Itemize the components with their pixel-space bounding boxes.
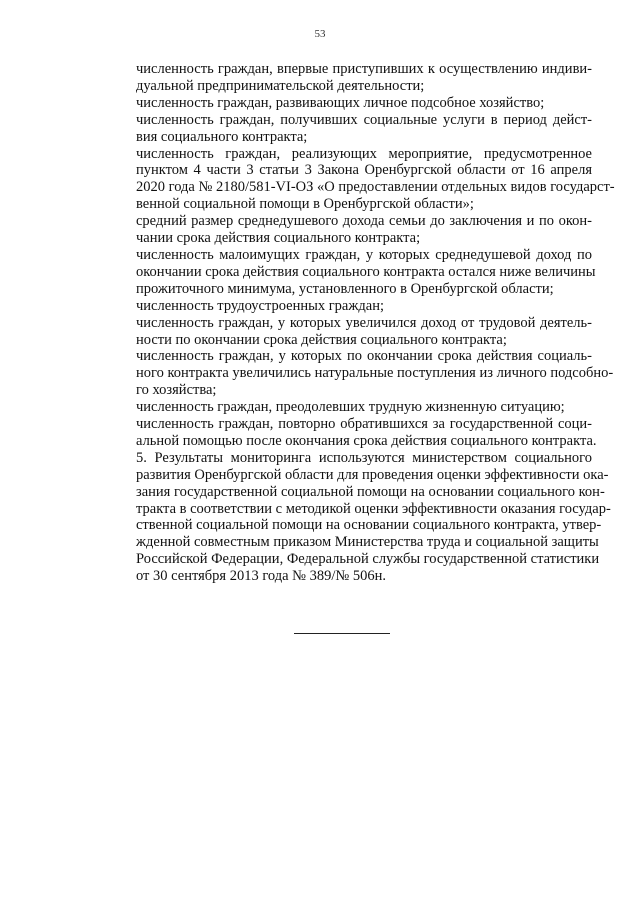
text-line: средний размер среднедушевого дохода семьи до заключения и по окон- xyxy=(136,213,592,230)
paragraph xyxy=(116,449,611,585)
text-line: численность граждан, получивших социальные услуги в период дейст- xyxy=(136,111,592,128)
paragraph xyxy=(116,416,597,450)
text-line: дуальной предпринимательской деятельности; xyxy=(136,77,425,94)
text-line: окончании срока действия социального контракта остался ниже величины xyxy=(136,263,596,280)
text-line: чании срока действия социального контракта; xyxy=(136,230,421,247)
text-line: численность граждан, реализующих мероприятие, предусмотренное xyxy=(136,145,592,162)
paragraph xyxy=(116,95,592,112)
text-line: численность граждан, развивающих личное подсобное хозяйство; xyxy=(136,94,545,111)
text-line: венной социальной помощи в Оренбургской области»; xyxy=(136,196,474,213)
text-line: численность граждан, впервые приступивших к осуществлению индиви- xyxy=(136,61,592,77)
text-line: численность граждан, у которых увеличился доход от трудовой деятель- xyxy=(136,314,592,331)
paragraph xyxy=(116,61,592,95)
text-line: го хозяйства; xyxy=(136,382,217,399)
text-line: Российской Федерации, Федеральной службы государственной статистики xyxy=(136,551,600,568)
paragraph xyxy=(116,348,614,399)
text-line: жденной совместным приказом Министерства труда и социальной защиты xyxy=(136,534,599,551)
text-line: тракта в соответствии с методикой оценки эффективности оказания государ- xyxy=(136,500,611,517)
text-line: ного контракта увеличились натуральные поступления из личного подсобно- xyxy=(136,365,614,382)
paragraph xyxy=(116,246,596,298)
text-line: зания государственной социальной помощи на основании социального кон- xyxy=(136,483,605,500)
text-line: вия социального контракта; xyxy=(136,128,308,145)
text-line: ственной социальной помощи на основании социального контракта, утвер- xyxy=(136,517,602,534)
text-line: альной помощью после окончания срока действия социального контракта. xyxy=(136,432,597,449)
text-line: прожиточного минимума, установленного в Оренбургской области; xyxy=(136,280,554,297)
text-line: развития Оренбургской области для проведения оценки эффективности ока- xyxy=(136,466,609,483)
text-line: численность граждан, повторно обратившихся за государственной соци- xyxy=(136,416,592,433)
text-line: пунктом 4 части 3 статьи 3 Закона Оренбургской области от 16 апреля xyxy=(136,162,592,179)
paragraph xyxy=(116,213,592,247)
paragraph xyxy=(116,315,592,349)
text-line: численность граждан, у которых по окончании срока действия социаль- xyxy=(136,348,592,365)
document-body xyxy=(116,61,615,585)
text-line: 5. Результаты мониторинга используются министерством социального xyxy=(136,449,592,466)
text-line: от 30 сентября 2013 года № 389/№ 506н. xyxy=(136,568,387,585)
text-line: 2020 года № 2180/581-VI-ОЗ «О предоставлении отдельных видов государст- xyxy=(136,179,615,196)
text-line: численность трудоустроенных граждан; xyxy=(136,297,384,314)
page-number: 53 xyxy=(314,28,326,40)
paragraph xyxy=(116,399,592,416)
end-separator-line xyxy=(294,633,390,634)
paragraph xyxy=(116,298,592,315)
text-line: численность граждан, преодолевших трудную жизненную ситуацию; xyxy=(136,399,565,416)
text-line: численность малоимущих граждан, у которых среднедушевой доход по xyxy=(136,246,592,263)
paragraph xyxy=(116,112,592,146)
text-line: ности по окончании срока действия социального контракта; xyxy=(136,331,507,348)
paragraph xyxy=(116,145,615,214)
